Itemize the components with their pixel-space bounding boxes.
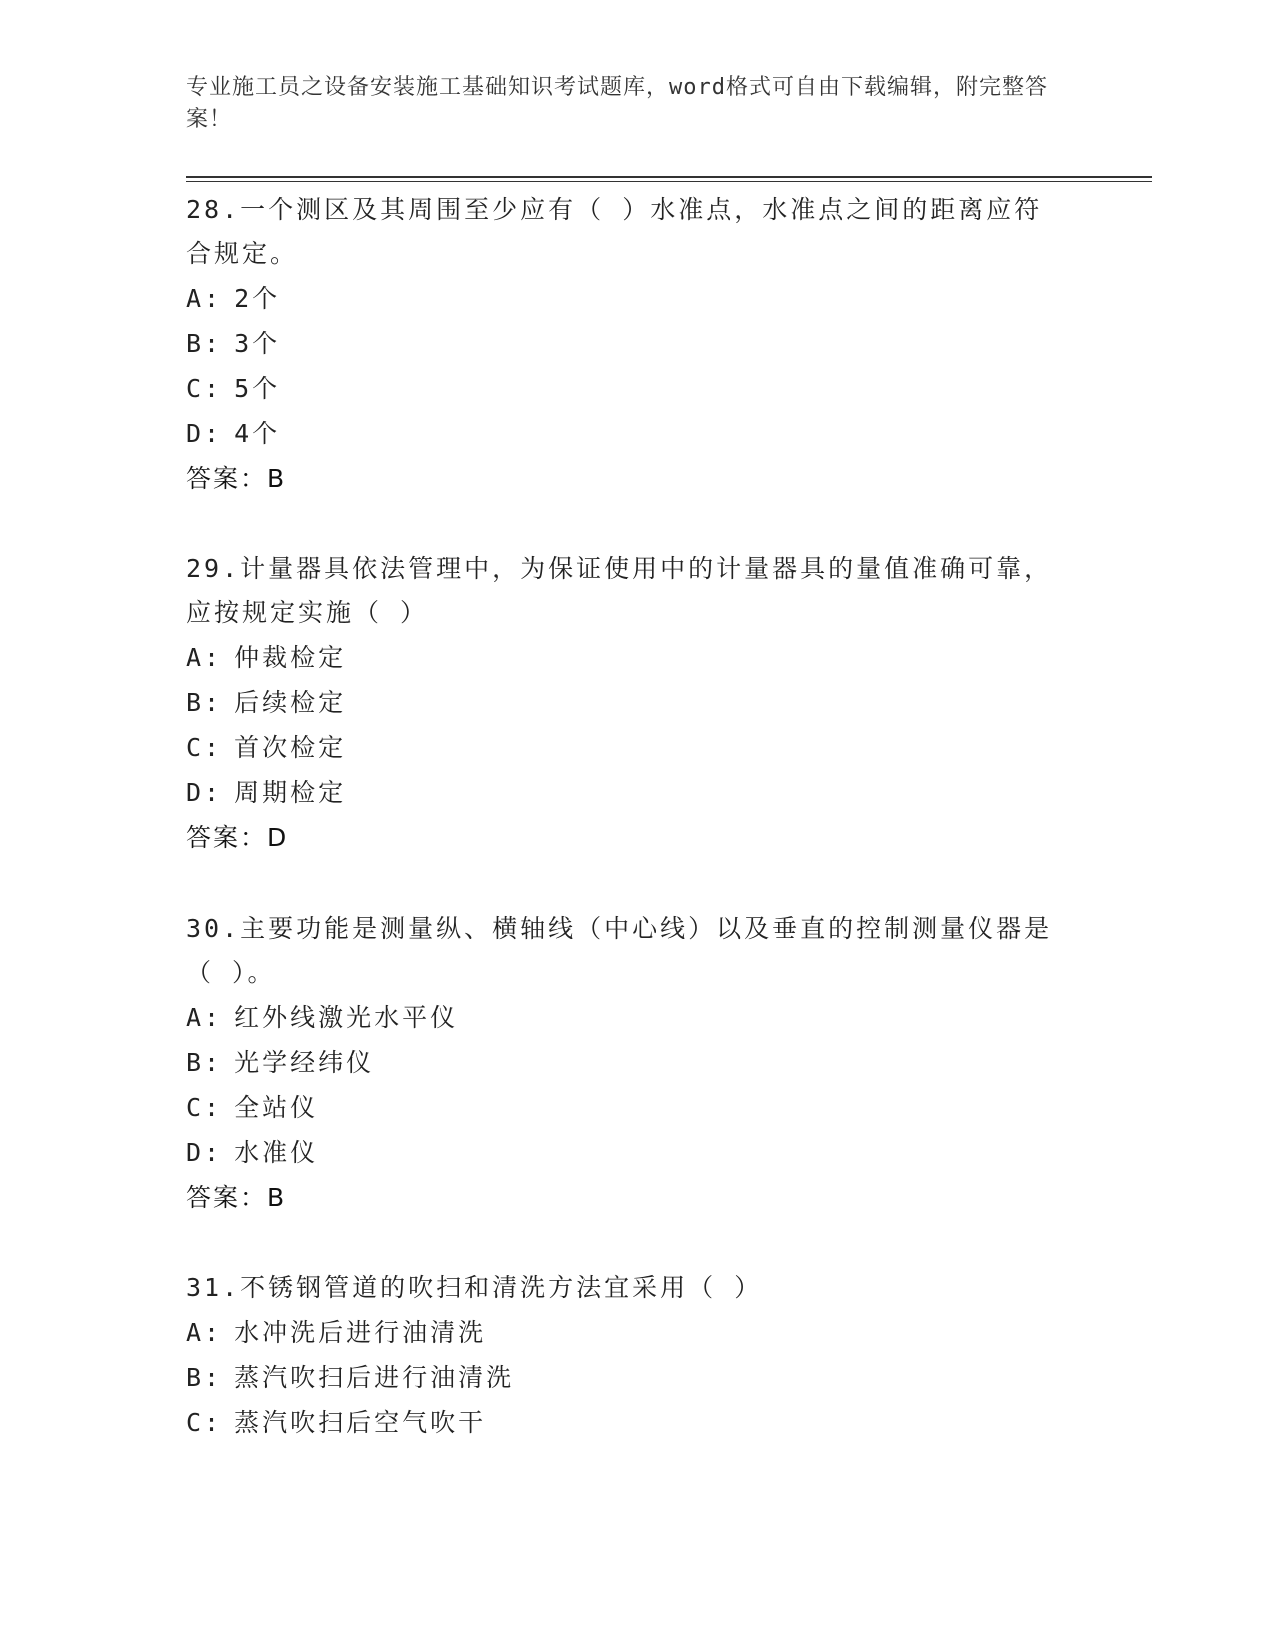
option-letter: D:: [186, 1138, 223, 1167]
question-31: [186, 1266, 1066, 1445]
option-text: 水冲洗后进行油清洗: [234, 1318, 487, 1347]
option-text: 首次检定: [234, 733, 347, 762]
option-text: 周期检定: [234, 778, 347, 807]
option-a: [186, 995, 1066, 1040]
option-b: [186, 321, 1066, 366]
option-letter: D:: [186, 419, 223, 448]
option-text: 蒸汽吹扫后空气吹干: [234, 1408, 487, 1437]
option-d: [186, 1130, 1066, 1175]
option-a: [186, 635, 1066, 680]
question-stem: 31.不锈钢管道的吹扫和清洗方法宜采用（ ）: [186, 1273, 763, 1302]
header-divider-thin: [186, 181, 1152, 182]
option-c: [186, 725, 1066, 770]
option-text: 后续检定: [234, 688, 347, 717]
option-text: 4个: [234, 419, 281, 448]
option-a: [186, 276, 1066, 321]
question-30: [186, 907, 1066, 1221]
option-b: [186, 1355, 1066, 1400]
option-letter: A:: [186, 1003, 223, 1032]
option-c: [186, 1400, 1066, 1445]
option-b: [186, 1040, 1066, 1085]
option-text: 光学经纬仪: [234, 1048, 375, 1077]
option-d: [186, 770, 1066, 815]
option-text: 2个: [234, 284, 281, 313]
option-text: 5个: [234, 374, 281, 403]
document-header: 专业施工员之设备安装施工基础知识考试题库，word格式可自由下载编辑，附完整答案！: [186, 75, 1048, 132]
option-letter: C:: [186, 1093, 223, 1122]
option-text: 蒸汽吹扫后进行油清洗: [234, 1363, 515, 1392]
option-letter: A:: [186, 643, 223, 672]
option-text: 3个: [234, 329, 281, 358]
option-letter: A:: [186, 1318, 223, 1347]
option-text: 仲裁检定: [234, 643, 347, 672]
option-d: [186, 411, 1066, 456]
question-stem: 30.主要功能是测量纵、横轴线（中心线）以及垂直的控制测量仪器是（ ）。: [186, 914, 1053, 987]
option-letter: B:: [186, 1048, 223, 1077]
option-letter: C:: [186, 374, 223, 403]
option-text: 红外线激光水平仪: [234, 1003, 459, 1032]
option-text: 水准仪: [234, 1138, 319, 1167]
question-29: [186, 547, 1066, 861]
option-letter: B:: [186, 1363, 223, 1392]
option-letter: B:: [186, 688, 223, 717]
question-stem: 29.计量器具依法管理中，为保证使用中的计量器具的量值准确可靠，应按规定实施（ ）: [186, 554, 1053, 627]
option-letter: B:: [186, 329, 223, 358]
option-letter: C:: [186, 1408, 223, 1437]
option-text: 全站仪: [234, 1093, 319, 1122]
option-c: [186, 366, 1066, 411]
header-divider-thick: [186, 176, 1152, 178]
option-b: [186, 680, 1066, 725]
answer-line: 答案：B: [186, 464, 287, 493]
option-c: [186, 1085, 1066, 1130]
option-letter: C:: [186, 733, 223, 762]
option-letter: A:: [186, 284, 223, 313]
question-stem: 28.一个测区及其周围至少应有（ ）水准点，水准点之间的距离应符合规定。: [186, 195, 1043, 268]
answer-line: 答案：D: [186, 823, 289, 852]
answer-line: 答案：B: [186, 1183, 287, 1212]
option-a: [186, 1310, 1066, 1355]
option-letter: D:: [186, 778, 223, 807]
question-28: [186, 188, 1066, 502]
